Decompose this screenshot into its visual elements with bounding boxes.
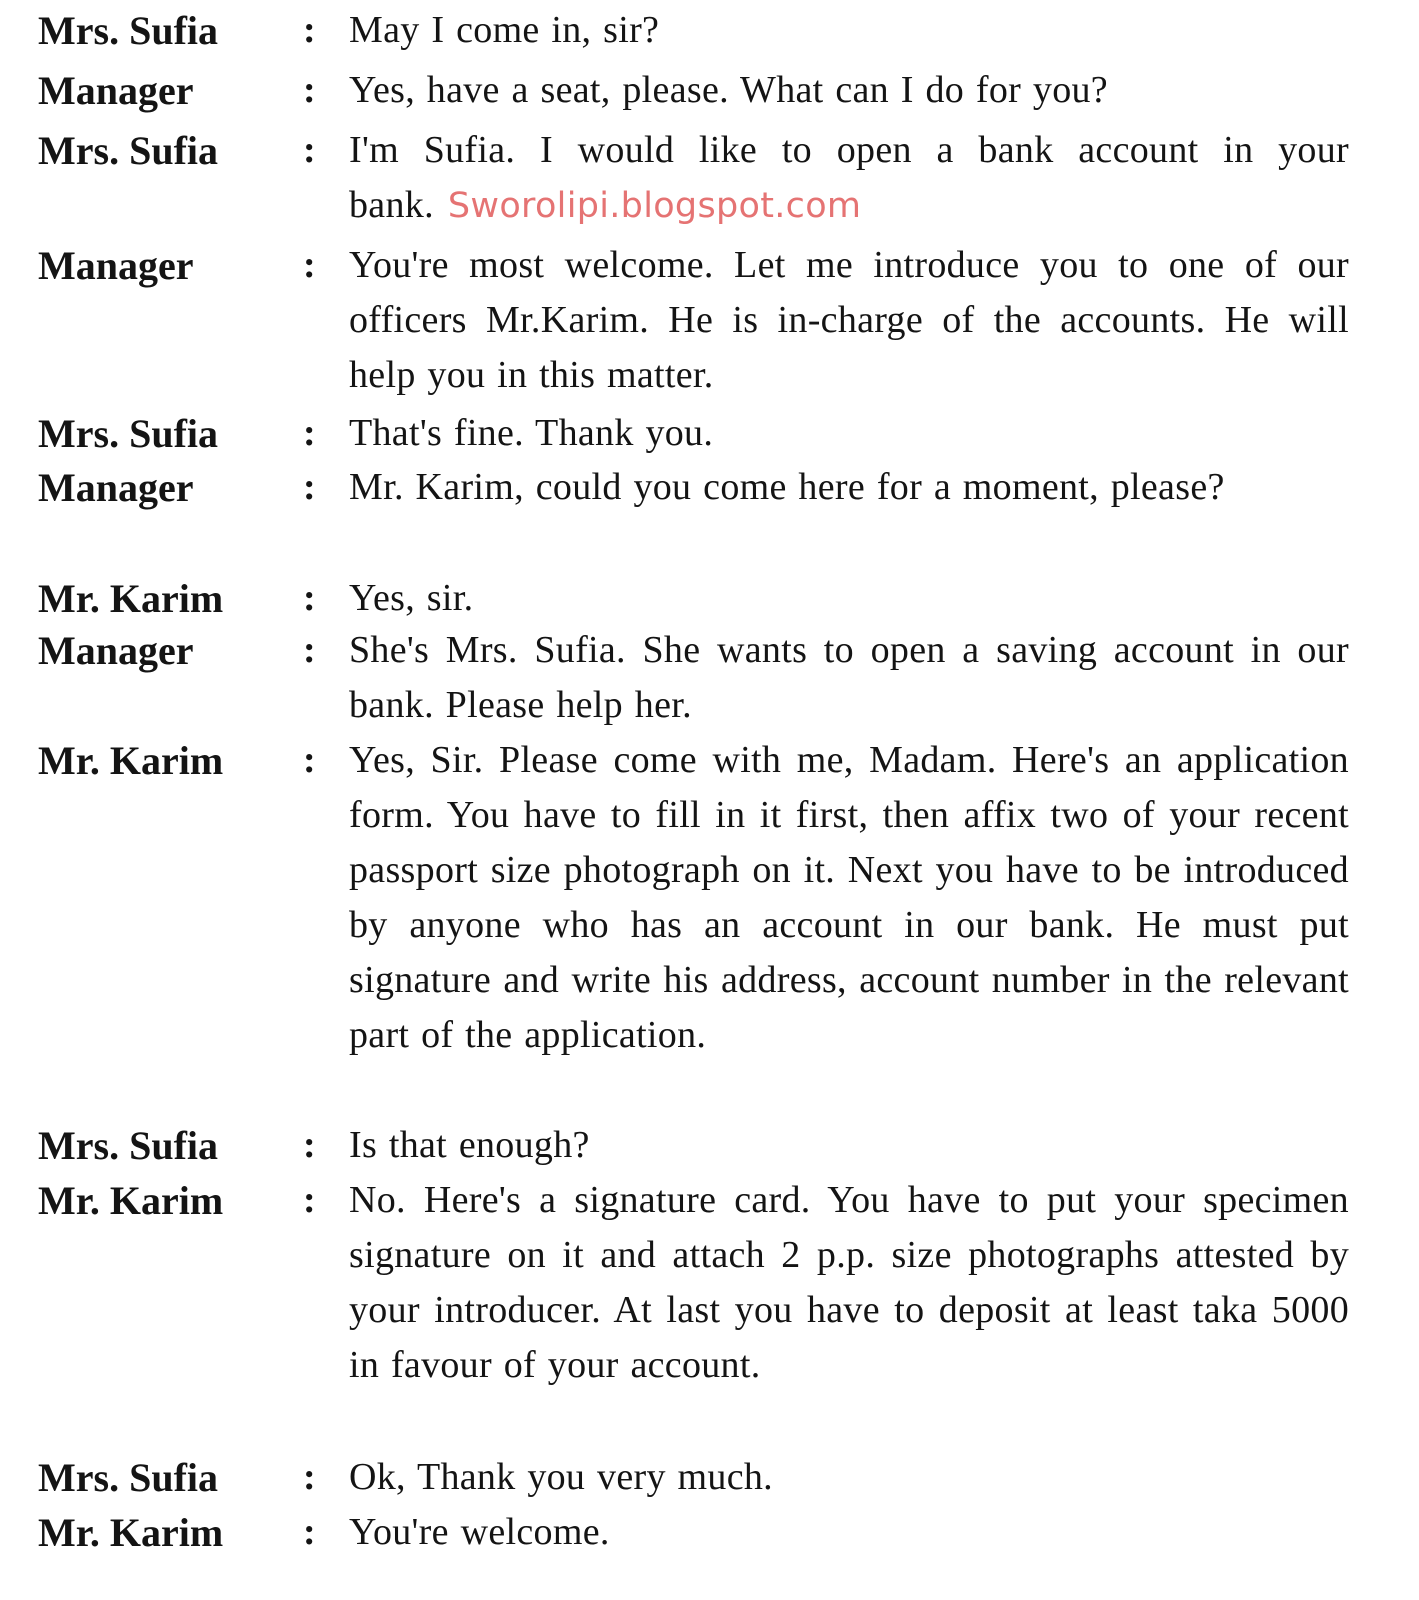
speaker-name: Mr. Karim [38,1178,224,1223]
separator: : [303,69,316,111]
speech-text: Is that enough? [349,1124,590,1166]
speech-text: No. Here's a signature card. You have to put your specimen signature on it and attach 2 p.p. size photographs attested by your introducer. At last you have to deposit at least taka 5000 in favour of your account. [349,1179,1349,1386]
separator: : [303,9,316,51]
watermark: Sworolipi.blogspot.com [447,186,862,226]
speech-text: Mr. Karim, could you come here for a moment, please? [349,466,1225,508]
separator: : [303,577,316,619]
speaker-name: Mrs. Sufia [38,1123,218,1168]
speech-text: You're most welcome. Let me introduce you to one of our officers Mr.Karim. He is in-charge of the accounts. He will help you in this matter. [349,244,1349,396]
separator: : [303,629,316,671]
speaker-name: Manager [38,465,194,510]
speaker-name: Manager [38,628,194,673]
separator: : [303,1511,316,1553]
speech-text-container [349,123,1349,234]
speech-text: Ok, Thank you very much. [349,1456,773,1498]
speech-text: That's fine. Thank you. [349,412,714,454]
separator: : [303,1179,316,1221]
speaker-name: Manager [38,243,194,288]
speaker-name: Mrs. Sufia [38,128,218,173]
speech-text: Yes, Sir. Please come with me, Madam. Here's an application form. You have to fill in it first, then affix two of your recent passport size photograph on it. Next you have to be introduced by anyone who has an account in our bank. He must put signature and write his address, account number in the relevant part of the application. [349,739,1349,1056]
speech-text: She's Mrs. Sufia. She wants to open a saving account in our bank. Please help her. [349,629,1349,726]
separator: : [303,1456,316,1498]
separator: : [303,1124,316,1166]
separator: : [303,129,316,171]
speech-text: You're welcome. [349,1511,610,1553]
separator: : [303,244,316,286]
speech-text: Yes, have a seat, please. What can I do for you? [349,69,1108,111]
speaker-name: Mr. Karim [38,738,224,783]
separator: : [303,412,316,454]
speaker-name: Mr. Karim [38,1510,224,1555]
speaker-name: Manager [38,68,194,113]
separator: : [303,466,316,508]
speech-text: I'm Sufia. I would like to open a bank account in your bank. [349,129,1349,226]
speaker-name: Mrs. Sufia [38,8,218,53]
speaker-name: Mrs. Sufia [38,411,218,456]
speech-text: May I come in, sir? [349,9,660,51]
speaker-name: Mr. Karim [38,576,224,621]
separator: : [303,739,316,781]
speech-text: Yes, sir. [349,577,474,619]
speaker-name: Mrs. Sufia [38,1455,218,1500]
